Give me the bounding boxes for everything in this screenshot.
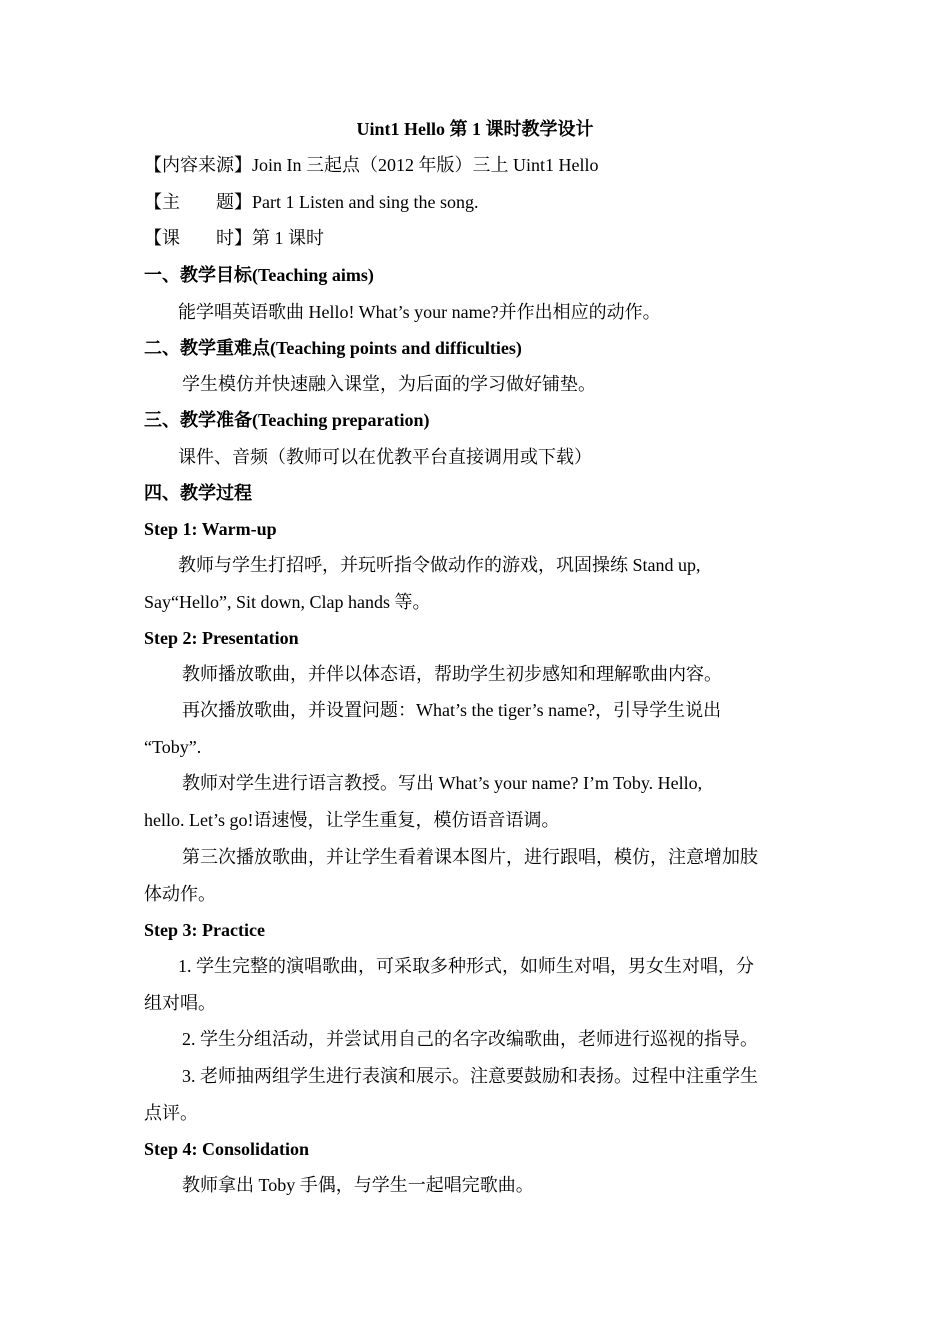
step3-item3-line1: 3. 老师抽两组学生进行表演和展示。注意要鼓励和表扬。过程中注重学生 xyxy=(182,1066,758,1086)
step1-line2: Say“Hello”, Sit down, Clap hands 等。 xyxy=(144,592,431,612)
step2-p2-line2: “Toby”. xyxy=(144,737,202,757)
step3-item3-line2: 点评。 xyxy=(144,1103,198,1123)
step4-p1: 教师拿出 Toby 手偶，与学生一起唱完歌曲。 xyxy=(182,1175,534,1195)
meta-topic: 【主 题】Part 1 Listen and sing the song. xyxy=(144,192,479,212)
step3-item2: 2. 学生分组活动，并尝试用自己的名字改编歌曲，老师进行巡视的指导。 xyxy=(182,1029,758,1049)
step2-p4-line2: 体动作。 xyxy=(144,884,216,904)
step3-heading: Step 3: Practice xyxy=(144,920,265,940)
step1-line1: 教师与学生打招呼，并玩听指令做动作的游戏，巩固操练 Stand up, xyxy=(178,555,701,575)
step3-item1-line2: 组对唱。 xyxy=(144,993,216,1013)
step4-heading: Step 4: Consolidation xyxy=(144,1139,310,1159)
process-heading: 四、教学过程 xyxy=(144,483,252,503)
prep-text: 课件、音频（教师可以在优教平台直接调用或下载） xyxy=(178,447,592,467)
step1-heading: Step 1: Warm-up xyxy=(144,519,277,539)
step2-heading: Step 2: Presentation xyxy=(144,628,299,648)
points-heading: 二、教学重难点(Teaching points and difficulties) xyxy=(144,338,522,358)
document-title: Uint1 Hello 第 1 课时教学设计 xyxy=(356,119,594,139)
meta-source: 【内容来源】Join In 三起点（2012 年版）三上 Uint1 Hello xyxy=(144,155,599,175)
step3-item1-line1: 1. 学生完整的演唱歌曲，可采取多种形式，如师生对唱，男女生对唱，分 xyxy=(178,956,754,976)
aims-text: 能学唱英语歌曲 Hello! What’s your name?并作出相应的动作。 xyxy=(178,302,661,322)
step2-p2-line1: 再次播放歌曲，并设置问题：What’s the tiger’s name?，引导学生说出 xyxy=(182,700,722,720)
step2-p3-line1: 教师对学生进行语言教授。写出 What’s your name? I’m Toby. Hello, xyxy=(182,773,703,793)
points-text: 学生模仿并快速融入课堂，为后面的学习做好铺垫。 xyxy=(182,374,596,394)
step2-p1: 教师播放歌曲，并伴以体态语，帮助学生初步感知和理解歌曲内容。 xyxy=(182,664,722,684)
aims-heading: 一、教学目标(Teaching aims) xyxy=(144,265,374,285)
step2-p3-line2: hello. Let’s go!语速慢，让学生重复，模仿语音语调。 xyxy=(144,810,560,830)
step2-p4-line1: 第三次播放歌曲，并让学生看着课本图片，进行跟唱，模仿，注意增加肢 xyxy=(182,847,758,867)
prep-heading: 三、教学准备(Teaching preparation) xyxy=(144,410,430,430)
meta-lesson: 【课 时】第 1 课时 xyxy=(144,228,324,248)
